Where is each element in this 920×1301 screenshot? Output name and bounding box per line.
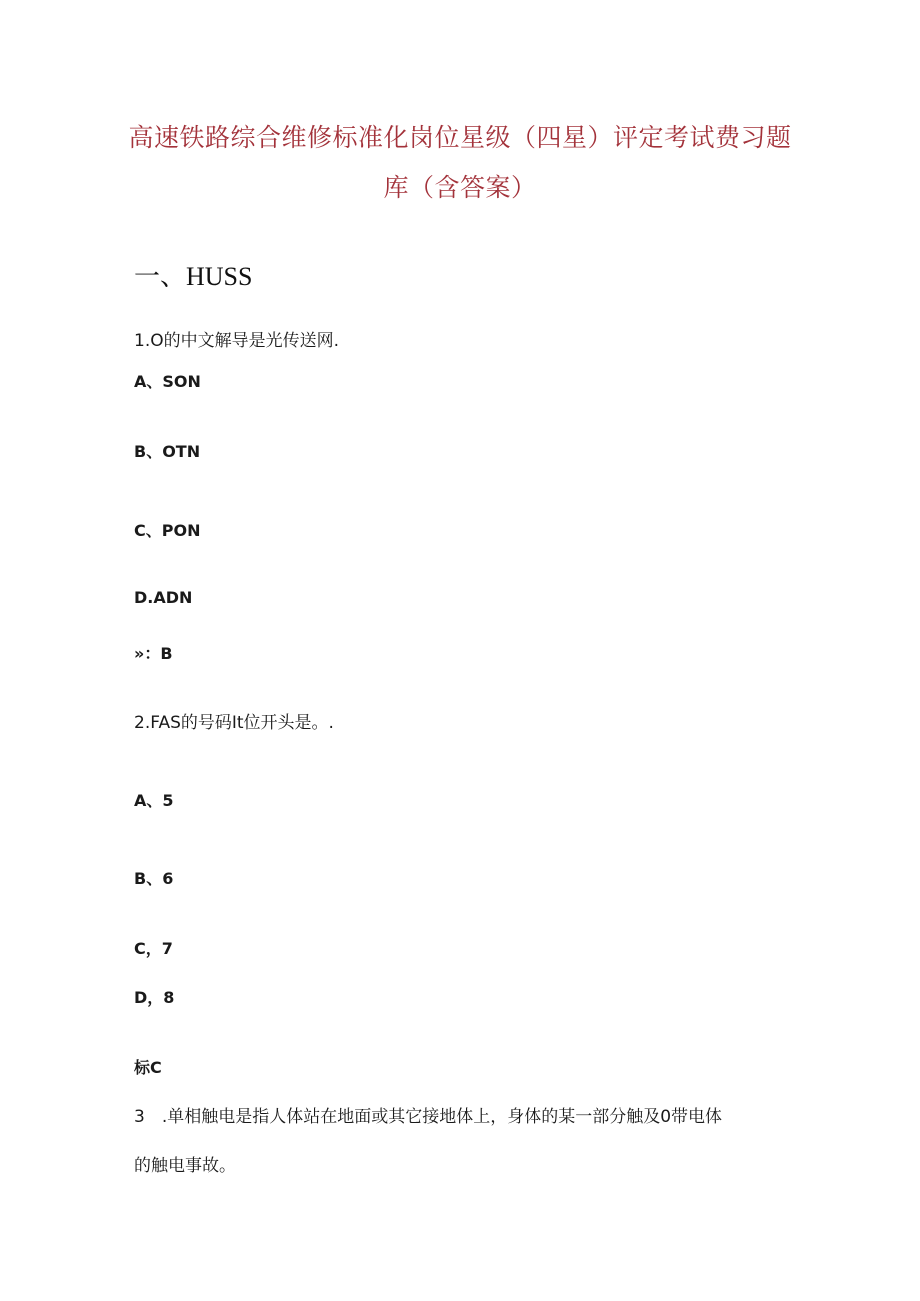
- question-2-option-d: D，8: [134, 988, 175, 1007]
- question-2-stem: 2.FAS的号码It位开头是。.: [134, 713, 334, 733]
- question-2-answer: 标C: [134, 1058, 162, 1077]
- question-3-stem-line-1: 3 .单相触电是指人体站在地面或其它接地体上，身体的某一部分触及0带电体: [134, 1107, 723, 1127]
- document-title-line-2: 库（含答案）: [383, 173, 537, 202]
- question-1-stem: 1.O的中文解导是光传送网.: [134, 331, 340, 351]
- question-1-option-c: C、PON: [134, 521, 201, 540]
- document-title-line-1: 高速铁路综合维修标准化岗位星级（四星）评定考试费习题: [128, 123, 792, 152]
- question-2-option-b: B、6: [134, 869, 174, 888]
- question-1-option-a: A、SON: [134, 372, 201, 391]
- question-2-option-c: C，7: [134, 939, 173, 958]
- question-1-option-d: D.ADN: [134, 588, 193, 607]
- question-1-answer: »：B: [134, 644, 173, 663]
- question-2-option-a: A、5: [134, 791, 174, 810]
- question-1-option-b: B、OTN: [134, 442, 201, 461]
- question-3-stem-line-2: 的触电事故。: [134, 1156, 236, 1176]
- section-heading: 一、HUSS: [134, 262, 253, 291]
